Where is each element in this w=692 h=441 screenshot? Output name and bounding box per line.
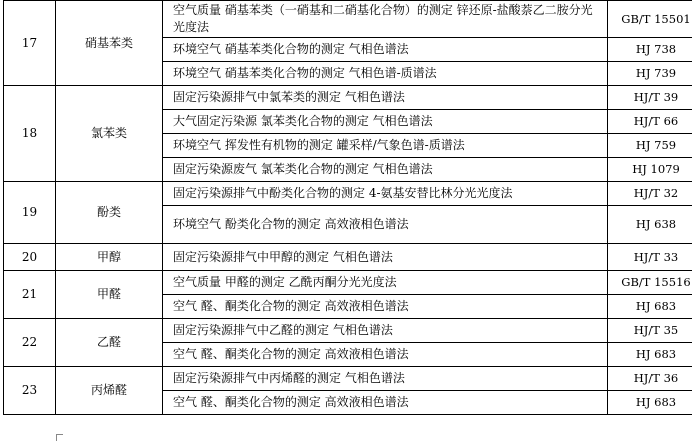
table-row: [4, 182, 692, 206]
method-name: 空气 醛、酮类化合物的测定 高效液相色谱法: [163, 295, 608, 319]
standard-code: HJ 683: [608, 295, 692, 319]
table-row: [4, 271, 692, 295]
method-name: 固定污染源排气中乙醛的测定 气相色谱法: [163, 319, 608, 343]
standard-code: HJ/T 32: [608, 182, 692, 206]
method-name: 固定污染源废气 氯苯类化合物的测定 气相色谱法: [163, 158, 608, 182]
pollutant-name: 乙醛: [56, 319, 163, 367]
pollutant-name: 丙烯醛: [56, 367, 163, 415]
method-name: 环境空气 硝基苯类化合物的测定 气相色谱法: [163, 38, 608, 62]
standard-code: HJ/T 39: [608, 86, 692, 110]
standard-code: GB/T 15501: [608, 1, 692, 38]
standard-code: HJ 1079: [608, 158, 692, 182]
method-name: 固定污染源排气中丙烯醛的测定 气相色谱法: [163, 367, 608, 391]
method-name: 固定污染源排气中甲醇的测定 气相色谱法: [163, 244, 608, 271]
standard-code: HJ 759: [608, 134, 692, 158]
method-name: 空气 醛、酮类化合物的测定 高效液相色谱法: [163, 343, 608, 367]
standard-code: HJ/T 33: [608, 244, 692, 271]
pollutant-name: 甲醛: [56, 271, 163, 319]
standard-code: HJ/T 36: [608, 367, 692, 391]
method-name: 固定污染源排气中酚类化合物的测定 4-氨基安替比林分光光度法: [163, 182, 608, 206]
table-row: [4, 367, 692, 391]
standard-code: HJ 683: [608, 391, 692, 415]
standard-code: HJ 739: [608, 62, 692, 86]
item-number: 21: [4, 271, 56, 319]
method-name: 空气质量 甲醛的测定 乙酰丙酮分光光度法: [163, 271, 608, 295]
table-row: [4, 244, 692, 271]
table-body: [4, 1, 692, 415]
method-name: 环境空气 酚类化合物的测定 高效液相色谱法: [163, 206, 608, 244]
item-number: 20: [4, 244, 56, 271]
pollutant-name: 氯苯类: [56, 86, 163, 182]
method-name: 空气 醛、酮类化合物的测定 高效液相色谱法: [163, 391, 608, 415]
pollutant-name: 硝基苯类: [56, 1, 163, 86]
standards-table: [3, 0, 692, 415]
standard-code: HJ/T 35: [608, 319, 692, 343]
method-name: 大气固定污染源 氯苯类化合物的测定 气相色谱法: [163, 110, 608, 134]
item-number: 19: [4, 182, 56, 244]
method-name: 环境空气 挥发性有机物的测定 罐采样/气象色谱-质谱法: [163, 134, 608, 158]
item-number: 23: [4, 367, 56, 415]
table-row: [4, 319, 692, 343]
standard-code: HJ 683: [608, 343, 692, 367]
standard-code: HJ/T 66: [608, 110, 692, 134]
standard-code: HJ 738: [608, 38, 692, 62]
method-name: 固定污染源排气中氯苯类的测定 气相色谱法: [163, 86, 608, 110]
standard-code: GB/T 15516: [608, 271, 692, 295]
table-row: [4, 86, 692, 110]
method-name: 空气质量 硝基苯类（一硝基和二硝基化合物）的测定 锌还原-盐酸萘乙二胺分光光度法: [163, 1, 608, 38]
method-name: 环境空气 硝基苯类化合物的测定 气相色谱-质谱法: [163, 62, 608, 86]
item-number: 22: [4, 319, 56, 367]
standard-code: HJ 638: [608, 206, 692, 244]
item-number: 17: [4, 1, 56, 86]
pollutant-name: 甲醇: [56, 244, 163, 271]
item-number: 18: [4, 86, 56, 182]
pollutant-name: 酚类: [56, 182, 163, 244]
table-row: [4, 1, 692, 38]
